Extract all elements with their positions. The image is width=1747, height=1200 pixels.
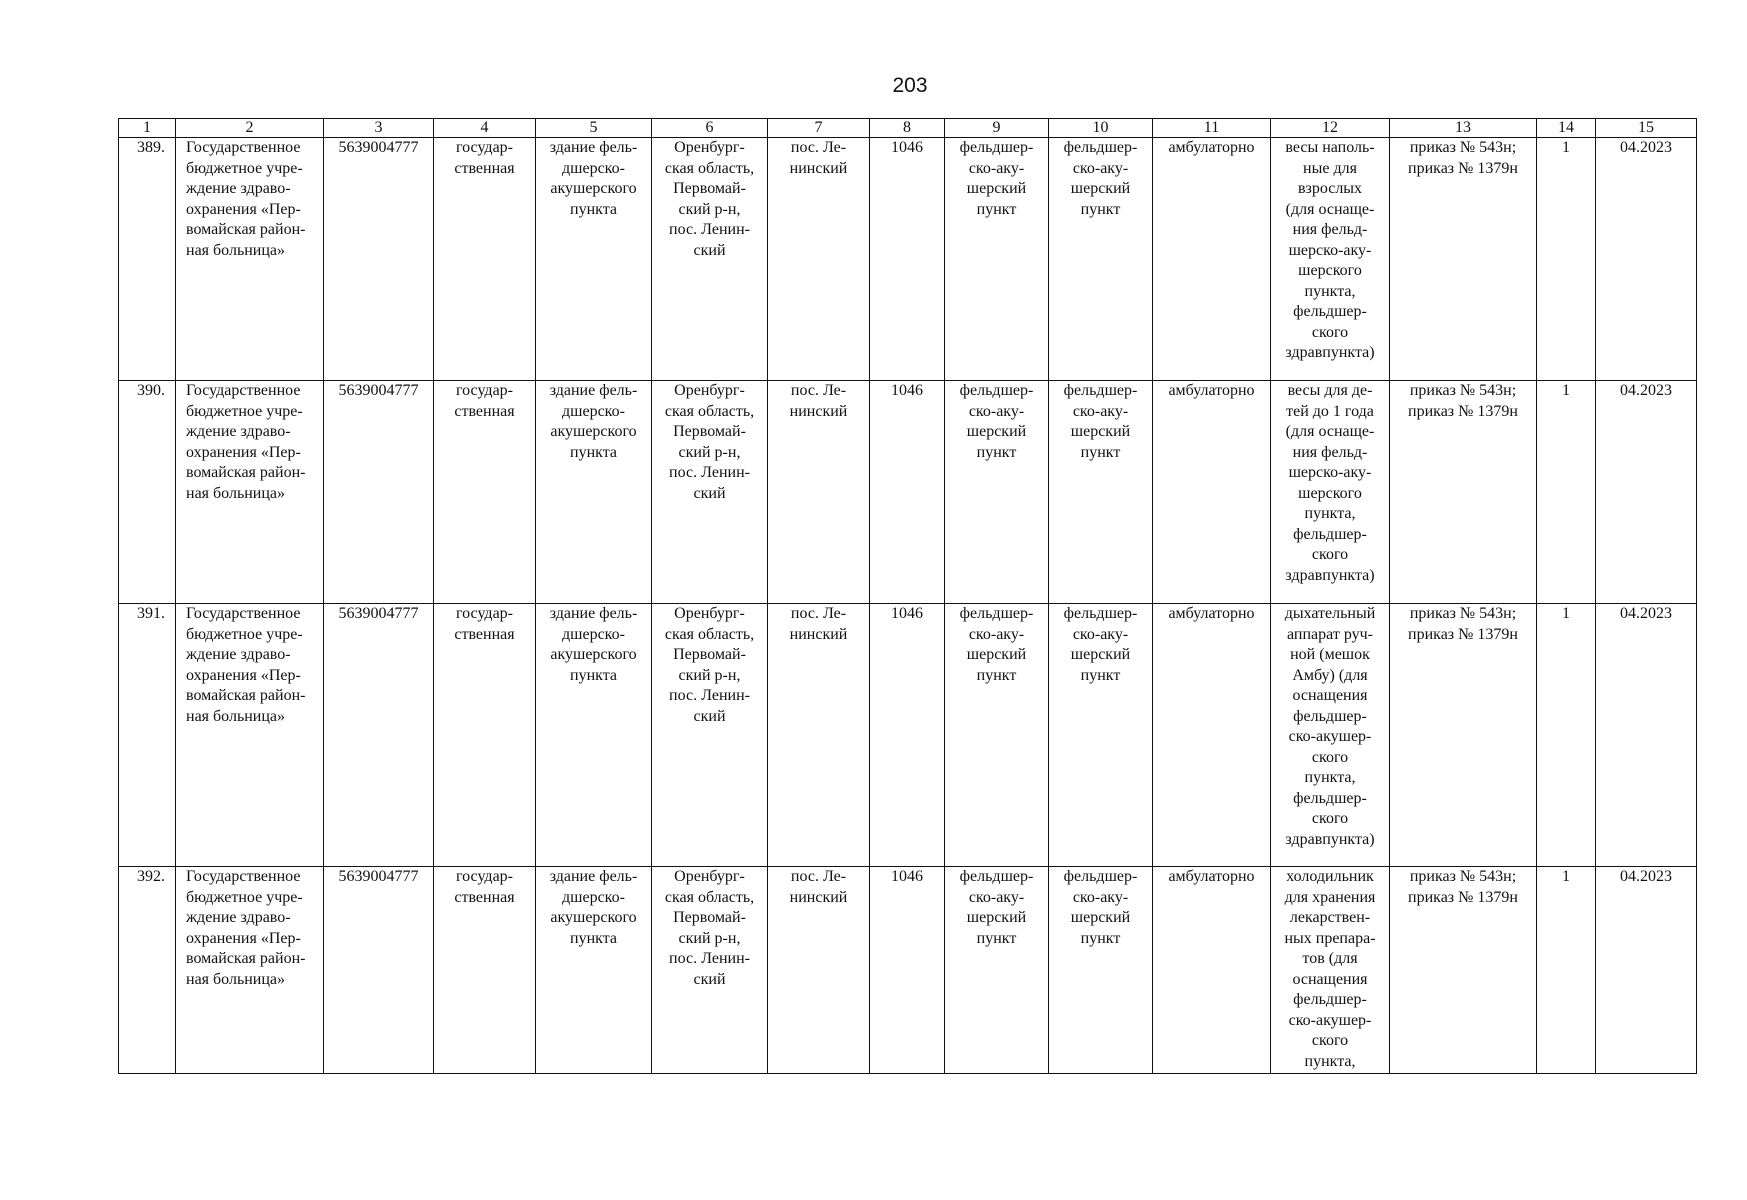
column-number: 1 (119, 119, 176, 138)
column-number: 3 (324, 119, 434, 138)
unit-name-cell: фельдшер- ско-аку- шерский пункт (1049, 604, 1153, 867)
building-cell: здание фель- дшерско- акушерского пункта (536, 867, 652, 1074)
condition-cell: амбулаторно (1153, 138, 1271, 381)
column-number: 9 (945, 119, 1049, 138)
ownership-cell: государ- ственная (434, 381, 536, 604)
inn-cell: 5639004777 (324, 138, 434, 381)
column-number: 11 (1153, 119, 1271, 138)
quantity-cell: 1 (1537, 867, 1596, 1074)
order-cell: приказ № 543н; приказ № 1379н (1390, 381, 1537, 604)
code-cell: 1046 (870, 381, 945, 604)
register-table (118, 118, 1697, 1074)
date-cell: 04.2023 (1596, 138, 1697, 381)
equipment-cell: весы наполь- ные для взрослых (для оснаще- ния фельд- шерско-аку- шерского пункта, фельдшер- ского здравпункта) (1271, 138, 1390, 381)
settlement-cell: пос. Ле- нинский (768, 867, 870, 1074)
order-cell: приказ № 543н; приказ № 1379н (1390, 604, 1537, 867)
ownership-cell: государ- ственная (434, 604, 536, 867)
building-cell: здание фель- дшерско- акушерского пункта (536, 604, 652, 867)
settlement-cell: пос. Ле- нинский (768, 604, 870, 867)
equipment-cell: дыхательный аппарат руч- ной (мешок Амбу) (для оснащения фельдшер- ско-акушер- ского пункта, фельдшер- ского здравпункта) (1271, 604, 1390, 867)
unit-name-cell: фельдшер- ско-аку- шерский пункт (1049, 381, 1153, 604)
unit-type-cell: фельдшер- ско-аку- шерский пункт (945, 867, 1049, 1074)
equipment-cell: весы для де- тей до 1 года (для оснаще- ния фельд- шерско-аку- шерского пункта, фельдшер- ского здравпункта) (1271, 381, 1390, 604)
organization-name: Государственное бюджетное учре- ждение здраво- охранения «Пер- вомайская район- ная больница» (176, 867, 324, 1074)
unit-name-cell: фельдшер- ско-аку- шерский пункт (1049, 138, 1153, 381)
quantity-cell: 1 (1537, 604, 1596, 867)
column-number: 14 (1537, 119, 1596, 138)
quantity-cell: 1 (1537, 138, 1596, 381)
settlement-cell: пос. Ле- нинский (768, 381, 870, 604)
table-row (119, 604, 1697, 867)
address-cell: Оренбург- ская область, Первомай- ский р-н, пос. Ленин- ский (652, 604, 768, 867)
column-number: 6 (652, 119, 768, 138)
settlement-cell: пос. Ле- нинский (768, 138, 870, 381)
column-number: 13 (1390, 119, 1537, 138)
table-row (119, 138, 1697, 381)
ownership-cell: государ- ственная (434, 138, 536, 381)
page-number: 203 (892, 74, 928, 97)
equipment-cell: холодильник для хранения лекарствен- ных препара- тов (для оснащения фельдшер- ско-акушер- ского пункта, (1271, 867, 1390, 1074)
order-cell: приказ № 543н; приказ № 1379н (1390, 867, 1537, 1074)
inn-cell: 5639004777 (324, 604, 434, 867)
unit-name-cell: фельдшер- ско-аку- шерский пункт (1049, 867, 1153, 1074)
column-number: 12 (1271, 119, 1390, 138)
address-cell: Оренбург- ская область, Первомай- ский р-н, пос. Ленин- ский (652, 138, 768, 381)
organization-name: Государственное бюджетное учре- ждение здраво- охранения «Пер- вомайская район- ная больница» (176, 604, 324, 867)
row-number: 390. (119, 381, 176, 604)
table-row (119, 381, 1697, 604)
inn-cell: 5639004777 (324, 381, 434, 604)
inn-cell: 5639004777 (324, 867, 434, 1074)
order-cell: приказ № 543н; приказ № 1379н (1390, 138, 1537, 381)
column-number-row (119, 119, 1697, 138)
unit-type-cell: фельдшер- ско-аку- шерский пункт (945, 604, 1049, 867)
condition-cell: амбулаторно (1153, 867, 1271, 1074)
column-number: 15 (1596, 119, 1697, 138)
column-number: 4 (434, 119, 536, 138)
address-cell: Оренбург- ская область, Первомай- ский р-н, пос. Ленин- ский (652, 867, 768, 1074)
table-row (119, 867, 1697, 1074)
condition-cell: амбулаторно (1153, 604, 1271, 867)
date-cell: 04.2023 (1596, 381, 1697, 604)
organization-name: Государственное бюджетное учре- ждение здраво- охранения «Пер- вомайская район- ная больница» (176, 138, 324, 381)
column-number: 10 (1049, 119, 1153, 138)
code-cell: 1046 (870, 604, 945, 867)
address-cell: Оренбург- ская область, Первомай- ский р-н, пос. Ленин- ский (652, 381, 768, 604)
unit-type-cell: фельдшер- ско-аку- шерский пункт (945, 138, 1049, 381)
row-number: 392. (119, 867, 176, 1074)
quantity-cell: 1 (1537, 381, 1596, 604)
condition-cell: амбулаторно (1153, 381, 1271, 604)
building-cell: здание фель- дшерско- акушерского пункта (536, 138, 652, 381)
code-cell: 1046 (870, 138, 945, 381)
column-number: 8 (870, 119, 945, 138)
row-number: 391. (119, 604, 176, 867)
column-number: 5 (536, 119, 652, 138)
ownership-cell: государ- ственная (434, 867, 536, 1074)
row-number: 389. (119, 138, 176, 381)
column-number: 7 (768, 119, 870, 138)
date-cell: 04.2023 (1596, 604, 1697, 867)
date-cell: 04.2023 (1596, 867, 1697, 1074)
organization-name: Государственное бюджетное учре- ждение здраво- охранения «Пер- вомайская район- ная больница» (176, 381, 324, 604)
code-cell: 1046 (870, 867, 945, 1074)
column-number: 2 (176, 119, 324, 138)
unit-type-cell: фельдшер- ско-аку- шерский пункт (945, 381, 1049, 604)
building-cell: здание фель- дшерско- акушерского пункта (536, 381, 652, 604)
